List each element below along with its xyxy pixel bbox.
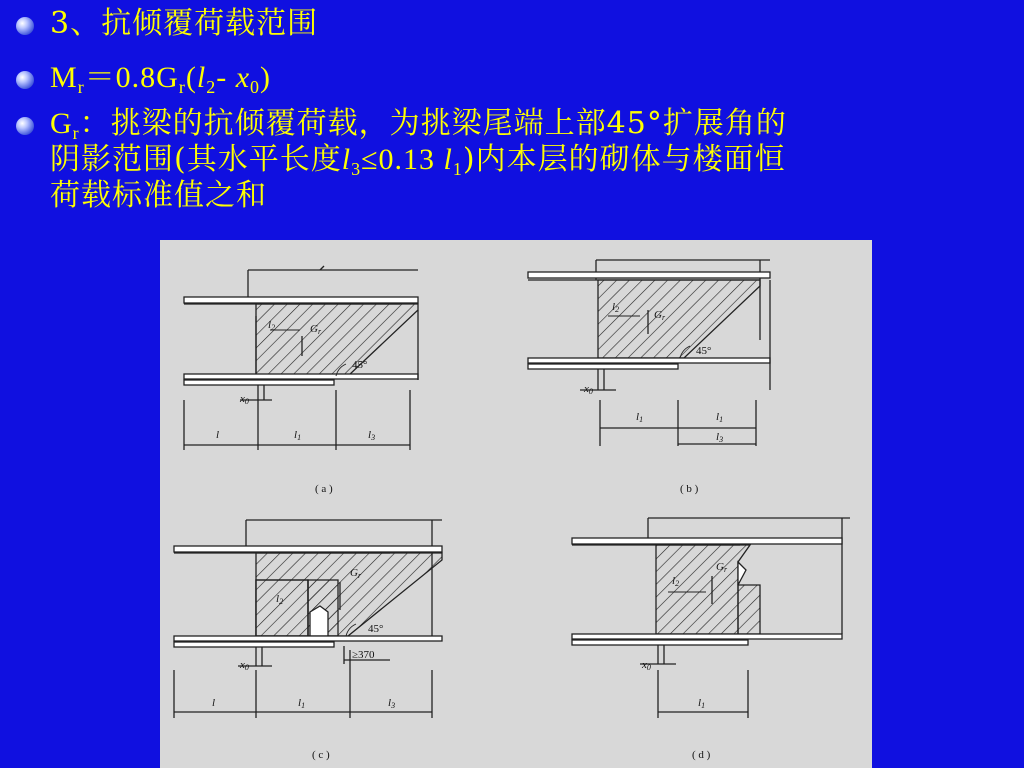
diagram-svg xyxy=(160,240,872,768)
label-l1-c: l1 xyxy=(298,697,306,710)
label-l-c: l xyxy=(212,697,216,709)
label-l1-a: l1 xyxy=(294,429,302,442)
caption-a: ( a ) xyxy=(315,483,333,495)
bullet-item-definition xyxy=(12,106,1012,214)
label-min-c: ≥370 xyxy=(352,649,375,661)
bullet-item-title xyxy=(12,6,1012,42)
label-x0-d: x0 xyxy=(642,659,651,672)
label-gr-a: Gr xyxy=(310,323,322,336)
label-l3-b: l3 xyxy=(716,431,724,444)
label-gr-c: Gr xyxy=(350,567,362,580)
label-x0-a: x0 xyxy=(240,393,249,406)
caption-b: ( b ) xyxy=(680,483,699,495)
label-x0-c: x0 xyxy=(240,659,249,672)
caption-d: ( d ) xyxy=(692,749,711,761)
label-l3-c: l3 xyxy=(388,697,396,710)
label-l2-d: l2 xyxy=(672,575,680,588)
diagram-b xyxy=(528,260,770,446)
section-heading: 3、抗倾覆荷载范围 xyxy=(50,6,319,41)
diagram-a xyxy=(184,266,418,450)
diagram-d xyxy=(572,518,850,718)
label-gr-b: Gr xyxy=(654,309,666,322)
bullet-dot-icon xyxy=(16,17,34,35)
label-gr-d: Gr xyxy=(716,561,728,574)
label-angle-c: 45° xyxy=(368,623,384,635)
label-l2-c: l2 xyxy=(276,593,284,606)
label-angle-a: 45° xyxy=(352,359,368,371)
definition-text: $G_r$：挑梁的抗倾覆荷载，为挑梁尾端上部45°扩展角的 阴影范围(其水平长度$l_3\le 0.13$ $l_1$)内本层的砌体与楼面恒 荷载标准值之和 xyxy=(50,106,787,213)
label-l1-b-left: l1 xyxy=(636,411,644,424)
label-x0-b: x0 xyxy=(584,383,593,396)
bullet-list xyxy=(12,6,1012,214)
bullet-dot-icon xyxy=(16,71,34,89)
diagram-c xyxy=(174,520,442,718)
formula: $M_r=0.8G_r(l_2-$ $x_0$) xyxy=(50,61,272,97)
cantilever-diagram-figure xyxy=(160,240,872,768)
bullet-dot-icon xyxy=(16,117,34,135)
bullet-item-formula xyxy=(12,60,1012,96)
label-angle-b: 45° xyxy=(696,345,712,357)
label-l1-d: l1 xyxy=(698,697,706,710)
label-l2-a: l2 xyxy=(268,319,276,332)
label-l-a: l xyxy=(216,429,220,441)
label-l1-b-right: l1 xyxy=(716,411,724,424)
label-l3-a: l3 xyxy=(368,429,376,442)
label-l2-b: l2 xyxy=(612,301,620,314)
caption-c: ( c ) xyxy=(312,749,330,761)
